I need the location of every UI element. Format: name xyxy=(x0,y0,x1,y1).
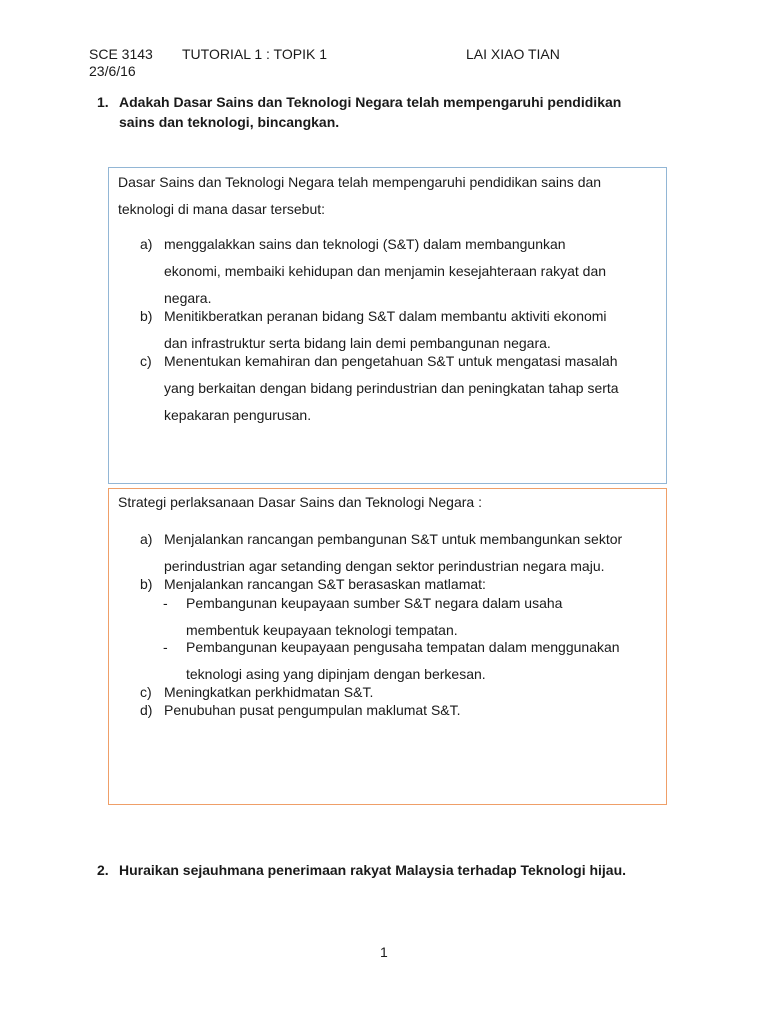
box2-item-b-marker: b) xyxy=(140,576,153,592)
box1-item-b-line: Menitikberatkan peranan bidang S&T dalam membantu aktiviti ekonomi xyxy=(164,308,607,324)
box1-item-c-marker: c) xyxy=(140,353,152,369)
box1-item-c-line: kepakaran pengurusan. xyxy=(164,407,312,423)
question-2-number: 2. xyxy=(97,862,109,878)
box2-item-a-line: perindustrian agar setanding dengan sektor perindustrian negara maju. xyxy=(164,558,605,574)
box2-item-c-marker: c) xyxy=(140,684,152,700)
box1-item-a-line: menggalakkan sains dan teknologi (S&T) dalam membangunkan xyxy=(164,236,566,252)
box1-item-b-line: dan infrastruktur serta bidang lain demi pembangunan negara. xyxy=(164,335,551,351)
box2-subitem-1-line: membentuk keupayaan teknologi tempatan. xyxy=(186,622,458,638)
author-name: LAI XIAO TIAN xyxy=(466,46,560,62)
question-2-text: Huraikan sejauhmana penerimaan rakyat Malaysia terhadap Teknologi hijau. xyxy=(119,862,627,878)
tutorial-title: TUTORIAL 1 : TOPIK 1 xyxy=(182,46,327,62)
box2-item-d-line: Penubuhan pusat pengumpulan maklumat S&T. xyxy=(164,702,461,718)
box1-item-a-line: negara. xyxy=(164,290,212,306)
box2-item-a-line: Menjalankan rancangan pembangunan S&T untuk membangunkan sektor xyxy=(164,531,623,547)
box2-subitem-1-marker: - xyxy=(163,595,168,611)
question-1-number: 1. xyxy=(97,94,109,110)
page-number: 1 xyxy=(380,944,388,960)
box2-item-a-marker: a) xyxy=(140,531,153,547)
box2-intro: Strategi perlaksanaan Dasar Sains dan Teknologi Negara : xyxy=(118,494,482,510)
box1-item-a-marker: a) xyxy=(140,236,153,252)
box2-item-c-line: Meningkatkan perkhidmatan S&T. xyxy=(164,684,374,700)
question-1-line-1: Adakah Dasar Sains dan Teknologi Negara telah mempengaruhi pendidikan xyxy=(119,94,622,110)
box2-item-b-line: Menjalankan rancangan S&T berasaskan matlamat: xyxy=(164,576,486,592)
box2-subitem-2-line: Pembangunan keupayaan pengusaha tempatan dalam menggunakan xyxy=(186,639,620,655)
box2-subitem-2-marker: - xyxy=(163,639,168,655)
box2-subitem-2-line: teknologi asing yang dipinjam dengan berkesan. xyxy=(186,666,486,682)
question-2 xyxy=(97,860,697,880)
date: 23/6/16 xyxy=(89,63,136,79)
box1-item-a-line: ekonomi, membaiki kehidupan dan menjamin kesejahteraan rakyat dan xyxy=(164,263,607,279)
course-code: SCE 3143 xyxy=(89,46,153,62)
box1-intro-line-1: Dasar Sains dan Teknologi Negara telah mempengaruhi pendidikan sains dan xyxy=(118,174,602,190)
box2-subitem-1-line: Pembangunan keupayaan sumber S&T negara dalam usaha xyxy=(186,595,563,611)
question-1-line-2: sains dan teknologi, bincangkan. xyxy=(119,114,340,130)
box1-item-b-marker: b) xyxy=(140,308,153,324)
box1-intro-line-2: teknologi di mana dasar tersebut: xyxy=(118,201,326,217)
question-1 xyxy=(97,92,697,132)
box2-item-d-marker: d) xyxy=(140,702,153,718)
box1-item-c-line: yang berkaitan dengan bidang perindustrian dan peningkatan tahap serta xyxy=(164,380,619,396)
box1-item-c-line: Menentukan kemahiran dan pengetahuan S&T untuk mengatasi masalah xyxy=(164,353,618,369)
